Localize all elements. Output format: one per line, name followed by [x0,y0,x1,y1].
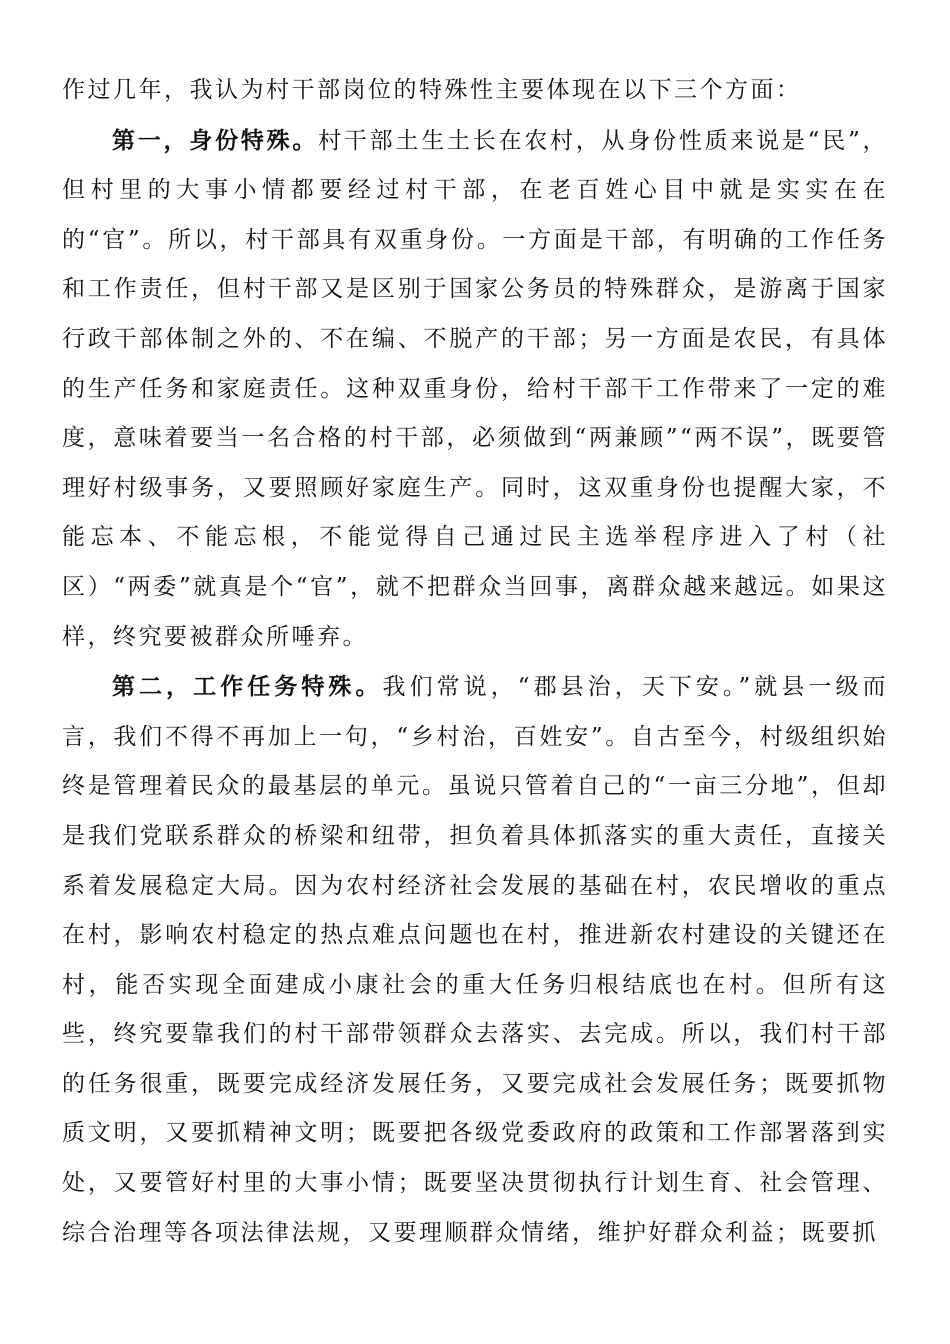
paragraph-text: 我们常说，“郡县治，天下安。”就县一级而言，我们不得不再加上一句，“乡村治，百姓安”。自古至今，村级组织始终是管理着民众的最基层的单元。虽说只管着自己的“一亩三分地”，但却是我们党联系群众的桥梁和纽带，担负着具体抓落实的重大责任，直接关系着发展稳定大局。因为农村经济社会发展的基础在村，农民增收的重点在村，影响农村稳定的热点难点问题也在村，推进新农村建设的关键还在村，能否实现全面建成小康社会的重大任务归根结底也在村。但所有这些，终究要靠我们的村干部带领群众去落实、去完成。所以，我们村干部的任务很重，既要完成经济发展任务，又要完成社会发展任务；既要抓物质文明，又要抓精神文明；既要把各级党委政府的政策和工作部署落到实处，又要管好村里的大事小情；既要坚决贯彻执行计划生育、社会管理、综合治理等各项法律法规，又要理顺群众情绪，维护好群众利益；既要抓 [62,674,888,1246]
paragraph-text: 村干部土生土长在农村，从身份性质来说是“民”，但村里的大事小情都要经过村干部，在老百姓心目中就是实实在在的“官”。所以，村干部具有双重身份。一方面是干部，有明确的工作任务和工作责任，但村干部又是区别于国家公务员的特殊群众，是游离于国家行政干部体制之外的、不在编、不脱产的干部；另一方面是农民，有具体的生产任务和家庭责任。这种双重身份，给村干部干工作带来了一定的难度，意味着要当一名合格的村干部，必须做到“两兼顾”“两不误”，既要管理好村级事务，又要照顾好家庭生产。同时，这双重身份也提醒大家，不能忘本、不能忘根，不能觉得自己通过民主选举程序进入了村（社区）“两委”就真是个“官”，就不把群众当回事，离群众越来越远。如果这样，终究要被群众所唾弃。 [62,127,888,650]
paragraph-intro-continuation [62,66,888,116]
document-body [62,66,888,1258]
paragraph-heading: 第一，身份特殊。 [112,126,319,154]
paragraph-identity [62,116,888,663]
paragraph-work-tasks [62,662,888,1258]
paragraph-text: 作过几年，我认为村干部岗位的特殊性主要体现在以下三个方面： [62,77,802,103]
paragraph-heading: 第二，工作任务特殊。 [112,673,383,701]
